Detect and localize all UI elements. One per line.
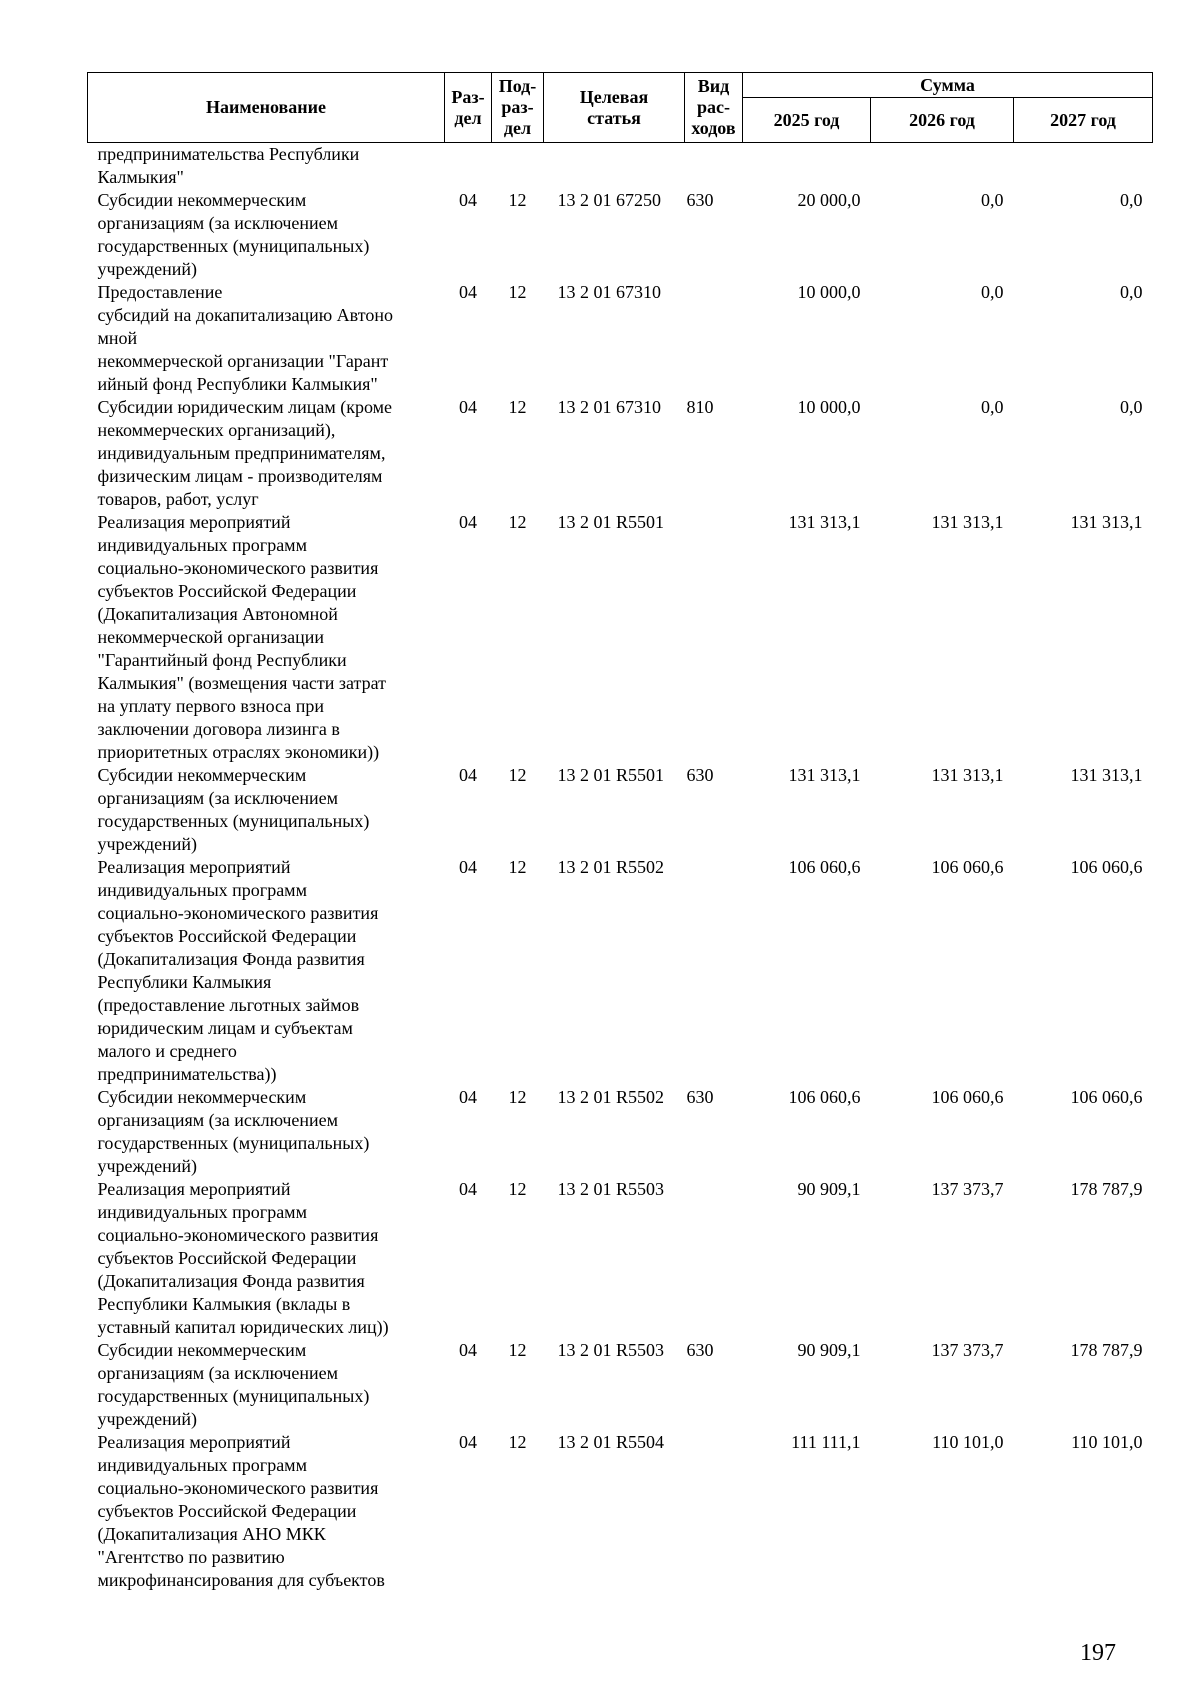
cell-2026: 0,0	[981, 190, 1004, 210]
cell-2027: 0,0	[1120, 190, 1143, 210]
cell-vid-rashodov	[685, 143, 743, 190]
cell-2026: 106 060,6	[931, 1087, 1004, 1107]
cell-2025: 10 000,0	[797, 397, 861, 417]
cell-celevaya-statya: 13 2 01 R5503	[557, 1340, 665, 1360]
cell-vid-rashodov	[685, 1431, 743, 1592]
cell-2025: 90 909,1	[797, 1340, 861, 1360]
cell-name: Субсидии некоммерческим организациям (за исключением государственных (муниципальных) учреждений)	[97, 765, 370, 854]
cell-2027: 0,0	[1120, 397, 1143, 417]
table-row	[88, 396, 1153, 511]
cell-podrazdel: 12	[508, 1340, 527, 1360]
header-2027: 2027 год	[1014, 98, 1153, 143]
cell-2027: 0,0	[1120, 282, 1143, 302]
cell-name: Субсидии некоммерческим организациям (за исключением государственных (муниципальных) учреждений)	[97, 190, 370, 279]
cell-2027	[1014, 143, 1153, 190]
cell-2025: 90 909,1	[797, 1179, 861, 1199]
cell-podrazdel: 12	[508, 1432, 527, 1452]
cell-razdel	[445, 143, 492, 190]
cell-podrazdel: 12	[508, 1087, 527, 1107]
header-podrazdel: Под- раз- дел	[492, 73, 544, 143]
header-vid-rashodov: Вид рас- ходов	[685, 73, 743, 143]
cell-celevaya-statya: 13 2 01 67310	[557, 282, 661, 302]
cell-2027: 106 060,6	[1070, 857, 1143, 877]
cell-2025: 111 111,1	[791, 1432, 861, 1452]
table-header	[88, 73, 1153, 143]
cell-podrazdel: 12	[508, 1179, 527, 1199]
cell-vid-rashodov: 630	[686, 765, 714, 785]
table-body	[88, 143, 1153, 1593]
cell-vid-rashodov	[685, 511, 743, 764]
table-row	[88, 1339, 1153, 1431]
cell-name: Реализация мероприятий индивидуальных программ социально-экономического развития субъектов Российской Федерации (Докапитализация Автономной некоммерческой организации "Гарантийный фонд Республики Калмыкия" (возмещения части затрат на уплату первого взноса при заключении договора лизинга в приоритетных отраслях экономики))	[97, 512, 387, 762]
cell-podrazdel: 12	[508, 512, 527, 532]
table-row	[88, 281, 1153, 396]
header-celevaya-statya: Целевая статья	[544, 73, 685, 143]
cell-razdel: 04	[459, 1179, 477, 1199]
cell-2025: 20 000,0	[797, 190, 861, 210]
cell-name: предпринимательства Республики Калмыкия"	[97, 144, 360, 187]
cell-2026: 0,0	[981, 282, 1004, 302]
table-row	[88, 856, 1153, 1086]
cell-razdel: 04	[459, 282, 477, 302]
header-summa: Сумма	[743, 73, 1153, 98]
cell-celevaya-statya: 13 2 01 R5504	[557, 1432, 665, 1452]
page-number: 197	[1080, 1640, 1116, 1666]
cell-2026: 137 373,7	[931, 1179, 1004, 1199]
cell-celevaya-statya: 13 2 01 R5501	[557, 765, 665, 785]
cell-2025	[743, 143, 871, 190]
cell-vid-rashodov: 810	[686, 397, 714, 417]
table-row	[88, 511, 1153, 764]
cell-2026: 106 060,6	[931, 857, 1004, 877]
cell-name: Субсидии некоммерческим организациям (за исключением государственных (муниципальных) учреждений)	[97, 1087, 370, 1176]
cell-2025: 131 313,1	[788, 765, 861, 785]
cell-vid-rashodov: 630	[686, 190, 714, 210]
cell-name: Предоставление субсидий на докапитализацию Автоно мной некоммерческой организации "Гарант ийный фонд Республики Калмыкия"	[97, 282, 393, 394]
cell-name: Субсидии некоммерческим организациям (за исключением государственных (муниципальных) учреждений)	[97, 1340, 370, 1429]
budget-table	[87, 72, 1153, 1592]
cell-razdel: 04	[459, 190, 477, 210]
cell-celevaya-statya: 13 2 01 67250	[557, 190, 661, 210]
table-row	[88, 189, 1153, 281]
header-razdel: Раз- дел	[445, 73, 492, 143]
cell-2026: 131 313,1	[931, 512, 1004, 532]
cell-vid-rashodov: 630	[686, 1087, 714, 1107]
cell-name: Субсидии юридическим лицам (кроме некоммерческих организаций), индивидуальным предпринимателям, физическим лицам - производителям товаров, работ, услуг	[97, 397, 393, 509]
cell-razdel: 04	[459, 512, 477, 532]
cell-podrazdel	[492, 143, 544, 190]
cell-podrazdel: 12	[508, 397, 527, 417]
cell-2027: 106 060,6	[1070, 1087, 1143, 1107]
cell-name: Реализация мероприятий индивидуальных программ социально-экономического развития субъектов Российской Федерации (Докапитализация АНО МКК "Агентство по развитию микрофинансирования для субъектов	[97, 1432, 385, 1590]
cell-vid-rashodov	[685, 281, 743, 396]
cell-2026	[871, 143, 1014, 190]
cell-celevaya-statya: 13 2 01 67310	[557, 397, 661, 417]
cell-celevaya-statya: 13 2 01 R5502	[557, 1087, 665, 1107]
cell-razdel: 04	[459, 1340, 477, 1360]
header-2025: 2025 год	[743, 98, 871, 143]
cell-podrazdel: 12	[508, 857, 527, 877]
cell-name: Реализация мероприятий индивидуальных программ социально-экономического развития субъектов Российской Федерации (Докапитализация Фонда развития Республики Калмыкия (вклады в уставный капитал юридических лиц))	[97, 1179, 389, 1337]
cell-2027: 131 313,1	[1070, 512, 1143, 532]
cell-podrazdel: 12	[508, 765, 527, 785]
cell-2027: 178 787,9	[1070, 1179, 1143, 1199]
table-row	[88, 1178, 1153, 1339]
cell-razdel: 04	[459, 1087, 477, 1107]
header-name: Наименование	[88, 73, 445, 143]
cell-celevaya-statya: 13 2 01 R5503	[557, 1179, 665, 1199]
cell-podrazdel: 12	[508, 190, 527, 210]
cell-2026: 0,0	[981, 397, 1004, 417]
cell-podrazdel: 12	[508, 282, 527, 302]
cell-celevaya-statya: 13 2 01 R5502	[557, 857, 665, 877]
cell-vid-rashodov: 630	[686, 1340, 714, 1360]
cell-celevaya-statya: 13 2 01 R5501	[557, 512, 665, 532]
cell-razdel: 04	[459, 857, 477, 877]
cell-vid-rashodov	[685, 1178, 743, 1339]
table-row	[88, 143, 1153, 190]
cell-2026: 137 373,7	[931, 1340, 1004, 1360]
cell-2027: 178 787,9	[1070, 1340, 1143, 1360]
cell-razdel: 04	[459, 1432, 477, 1452]
table-row	[88, 764, 1153, 856]
cell-razdel: 04	[459, 765, 477, 785]
cell-2025: 131 313,1	[788, 512, 861, 532]
cell-2027: 131 313,1	[1070, 765, 1143, 785]
cell-2025: 106 060,6	[788, 1087, 861, 1107]
cell-2025: 106 060,6	[788, 857, 861, 877]
cell-razdel: 04	[459, 397, 477, 417]
cell-vid-rashodov	[685, 856, 743, 1086]
cell-2025: 10 000,0	[797, 282, 861, 302]
table-row	[88, 1431, 1153, 1592]
cell-2026: 131 313,1	[931, 765, 1004, 785]
cell-name: Реализация мероприятий индивидуальных программ социально-экономического развития субъектов Российской Федерации (Докапитализация Фонда развития Республики Калмыкия (предоставление льготных займов юридическим лицам и субъектам малого и среднего предпринимательства))	[97, 857, 379, 1084]
cell-2026: 110 101,0	[932, 1432, 1004, 1452]
header-2026: 2026 год	[871, 98, 1014, 143]
budget-table-page	[87, 72, 1152, 1592]
cell-2027: 110 101,0	[1071, 1432, 1143, 1452]
table-row	[88, 1086, 1153, 1178]
cell-celevaya-statya	[544, 143, 685, 190]
